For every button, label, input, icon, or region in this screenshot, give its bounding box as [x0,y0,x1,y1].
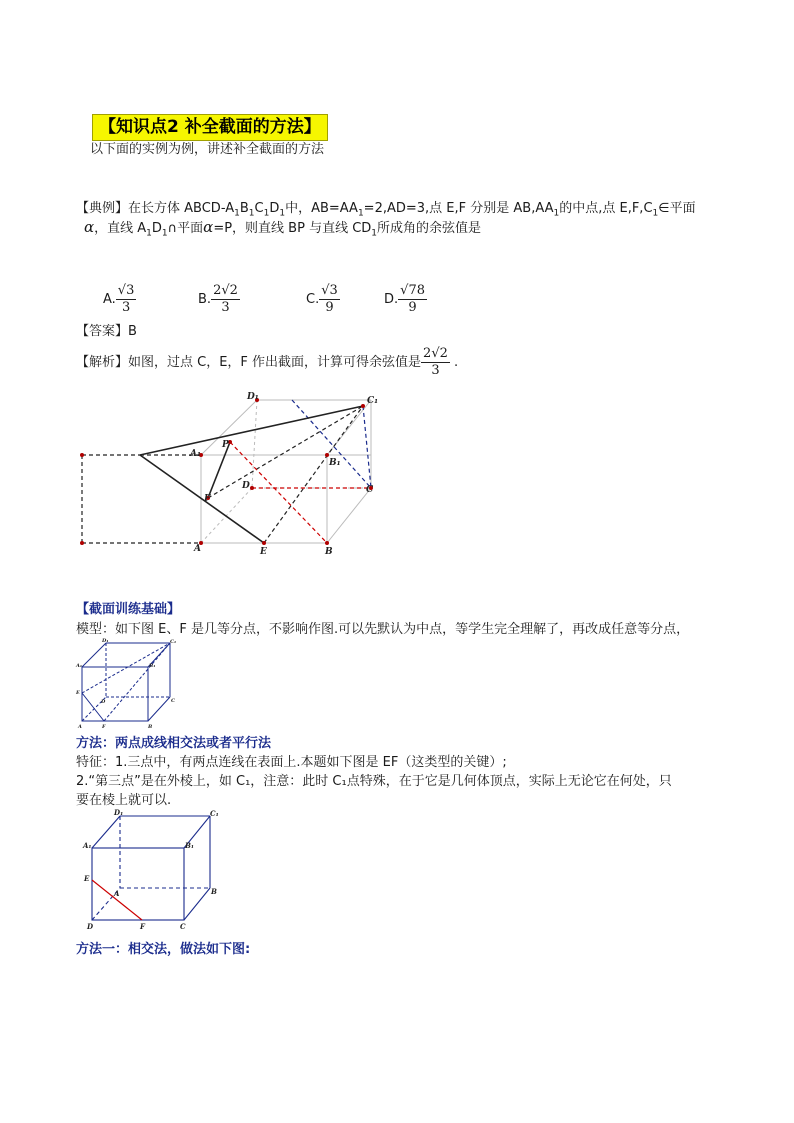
svg-text:B: B [325,547,333,557]
svg-text:E: E [260,547,267,557]
svg-text:C₁: C₁ [170,639,177,645]
analysis-text: 【解析】如图，过点 C，E，F 作出截面，计算可得余弦值是 $\frac{2√2}{3}$ . [76,346,459,378]
svg-text:D: D [242,481,250,491]
section-title: 【知识点2 补全截面的方法】 [92,114,328,141]
svg-text:C₁: C₁ [367,396,379,406]
method-one-heading: 方法一：相交法，做法如下图: [76,942,251,957]
method-heading: 方法：两点成线相交法或者平行法 [76,736,272,751]
svg-text:B₁: B₁ [149,663,156,669]
figure-1-cuboid [70,388,400,558]
svg-text:B: B [148,724,153,730]
svg-text:D: D [101,699,106,705]
example-line-1: 【典例】在长方体 ABCD-$A_1B_1C_1D_1$中，$AB=AA_1=2,AD=3$,点 E,F 分别是 $AB,AA_1$的中点,点 $E,F,C_1\in$平面 [76,201,696,219]
svg-text:F: F [204,494,211,504]
method-feature-2a: 2.“第三点”是在外棱上，如 C₁，注意：此时 C₁点特殊，在于它是几何体顶点，实际上无论它在何处，只 [76,774,672,789]
svg-text:A₁: A₁ [76,663,83,669]
svg-text:A₁: A₁ [83,841,92,850]
svg-text:C: C [171,698,175,704]
svg-text:A: A [194,544,201,554]
svg-text:A: A [114,889,120,898]
example-label: 【典例】 [76,201,129,216]
option-b: B. $\frac{2√2}{3}$ [198,283,238,315]
svg-text:C: C [180,922,186,930]
svg-text:E: E [84,874,90,883]
svg-text:F: F [140,922,145,930]
svg-text:B₁: B₁ [185,841,194,850]
svg-text:B: B [211,887,217,896]
svg-text:D₁: D₁ [247,392,259,402]
training-heading: 【截面训练基础】 [76,602,181,617]
training-model: 模型：如下图 E、F 是几等分点，不影响作图.可以先默认为中点，等学生完全理解了，再改成任意等分点， [76,622,690,637]
svg-text:D₁: D₁ [102,638,109,644]
answer-text: 【答案】B [76,324,137,339]
svg-text:B₁: B₁ [329,458,341,468]
svg-text:A: A [78,724,82,730]
option-a: A. $\frac{√3}{3}$ [103,283,135,315]
method-feature-1: 特征：1.三点中，有两点连线在表面上.本题如下图是 EF（这类型的关键）; [76,755,507,770]
svg-text:E: E [76,690,80,696]
svg-text:C₁: C₁ [210,809,219,818]
svg-text:D₁: D₁ [114,808,124,817]
svg-text:A₁: A₁ [190,449,201,459]
svg-text:P: P [222,440,229,450]
option-d: D. $\frac{√78}{9}$ [384,283,425,315]
figure-3-cube [80,808,220,930]
svg-text:C: C [366,485,374,495]
example-line-2: α，直线 $A_1D_1\cap$平面α=P，则直线 BP 与直线 $CD_1$所成角的余弦值是 [84,218,482,239]
method-feature-2b: 要在棱上就可以. [76,793,172,808]
intro-text: 以下面的实例为例，讲述补全截面的方法 [90,142,325,157]
option-c: C. $\frac{√3}{9}$ [306,283,338,315]
svg-text:D: D [87,922,94,930]
svg-text:F: F [102,724,106,730]
figure-2-cube [74,637,184,731]
